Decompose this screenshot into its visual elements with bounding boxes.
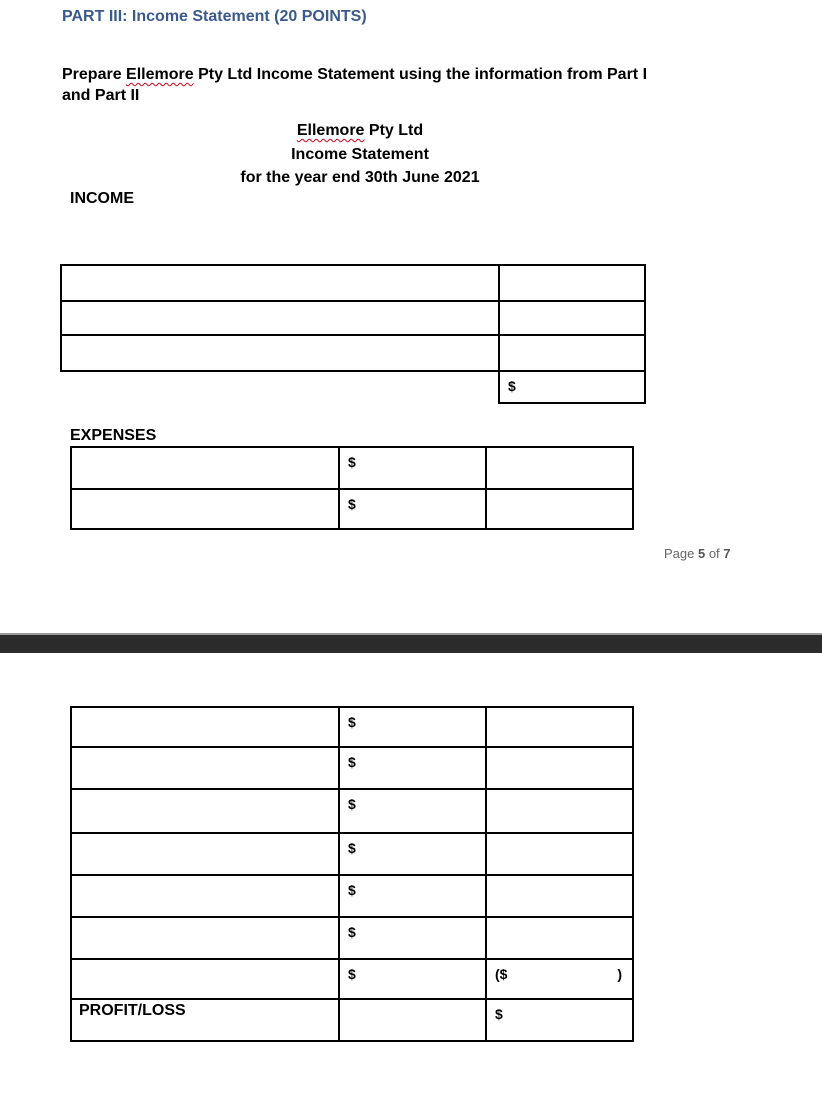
profit-loss-total-cell[interactable] [485,998,634,1042]
instructions-line2: and Part II [62,87,140,104]
profit-loss-label: PROFIT/LOSS [79,1002,186,1019]
income-heading: INCOME [70,190,134,207]
expense-amount-cell-7[interactable] [338,874,487,918]
page-label: Page [664,546,698,561]
expense-amount-cell-5[interactable] [338,788,487,834]
page-number [664,546,731,561]
profit-loss-amount-cell[interactable] [338,998,487,1042]
expense-amount-cell-8[interactable] [338,916,487,960]
open-paren-dollar: ($ [495,966,508,982]
dollar-sign: $ [348,840,356,856]
instructions-suffix: Pty Ltd Income Statement using the information from Part I [193,66,648,83]
expense-total-cell-8[interactable] [485,916,634,960]
income-desc-cell-1[interactable] [60,264,500,302]
expense-desc-cell-8[interactable] [70,916,340,960]
statement-title: Income Statement [291,146,429,163]
expense-amount-cell-4[interactable] [338,746,487,790]
expense-total-cell-5[interactable] [485,788,634,834]
expense-desc-cell-3[interactable] [70,706,340,748]
expense-desc-cell-6[interactable] [70,832,340,876]
dollar-sign: $ [348,882,356,898]
dollar-sign: $ [348,924,356,940]
expense-desc-cell-5[interactable] [70,788,340,834]
instructions-prefix: Prepare [62,66,127,83]
income-total-cell[interactable] [498,370,646,404]
expenses-heading: EXPENSES [70,427,157,444]
dollar-sign: $ [348,754,356,770]
expense-total-cell-6[interactable] [485,832,634,876]
expense-total-cell-4[interactable] [485,746,634,790]
dollar-sign: $ [348,966,356,982]
expense-desc-cell-9[interactable] [70,958,340,1000]
expense-desc-cell-4[interactable] [70,746,340,790]
expense-amount-cell-9[interactable] [338,958,487,1000]
expense-amount-cell-6[interactable] [338,832,487,876]
dollar-sign: $ [495,1006,503,1022]
income-desc-cell-2[interactable] [60,300,500,336]
dollar-sign: $ [348,714,356,730]
expense-desc-cell-2[interactable] [70,488,340,530]
income-desc-cell-3[interactable] [60,334,500,372]
income-amount-cell-1[interactable] [498,264,646,302]
dollar-sign: $ [348,796,356,812]
instructions-company: Ellemore [126,66,194,83]
statement-company-suffix: Pty Ltd [364,122,424,139]
expense-amount-cell-3[interactable] [338,706,487,748]
expense-desc-cell-1[interactable] [70,446,340,490]
close-paren: ) [617,966,622,982]
expense-amount-cell-2[interactable] [338,488,487,530]
statement-company [200,122,520,140]
income-amount-cell-2[interactable] [498,300,646,336]
page-break-bar [0,635,822,653]
dollar-sign: $ [508,378,516,394]
expense-amount-cell-1[interactable] [338,446,487,490]
page-current: 5 [697,546,706,561]
expense-total-cell-7[interactable] [485,874,634,918]
page-of: of [705,546,724,561]
expense-total-cell-1[interactable] [485,446,634,490]
page-total: 7 [723,546,731,561]
profit-loss-label-cell [70,998,340,1042]
expense-total-cell-2[interactable] [485,488,634,530]
expense-total-cell-3[interactable] [485,706,634,748]
income-amount-cell-3[interactable] [498,334,646,372]
statement-period: for the year end 30th June 2021 [240,169,480,186]
part-title: PART III: Income Statement (20 POINTS) [62,8,367,25]
total-expenses-cell[interactable] [485,958,634,1000]
instructions [62,64,762,106]
expense-desc-cell-7[interactable] [70,874,340,918]
dollar-sign: $ [348,454,356,470]
dollar-sign: $ [348,496,356,512]
statement-company-name: Ellemore [296,122,365,139]
